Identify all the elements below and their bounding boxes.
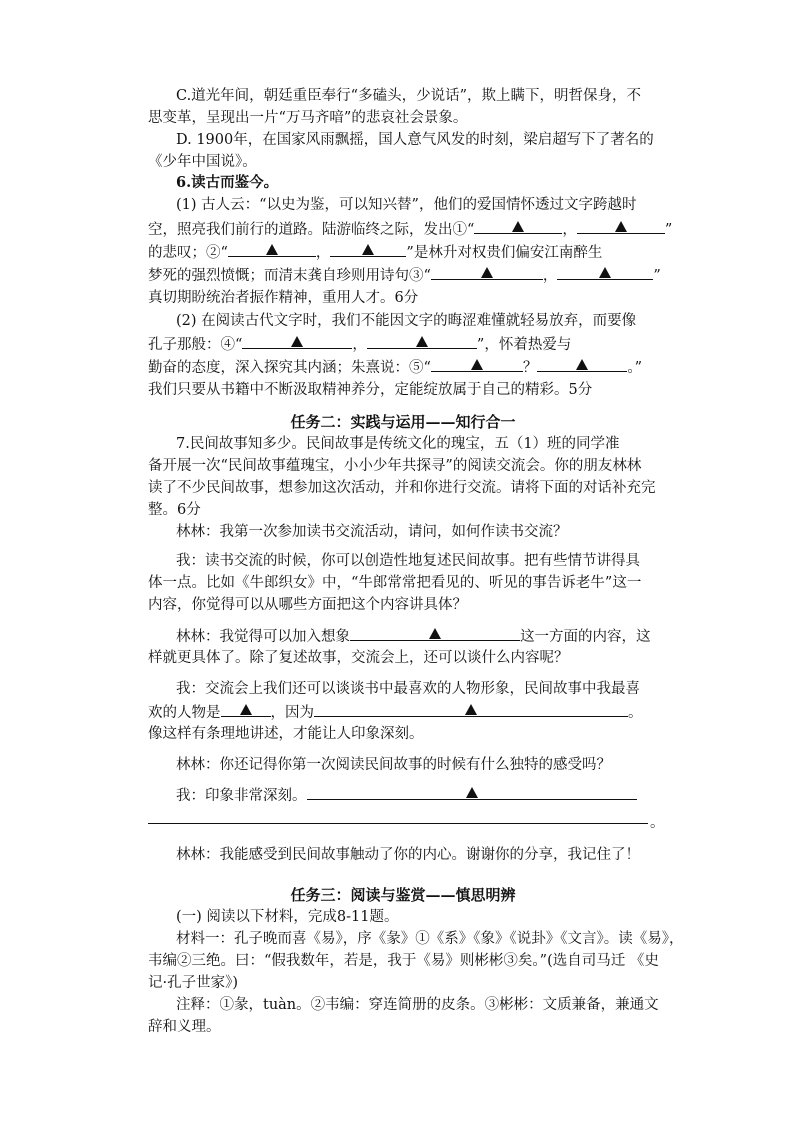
task3-heading: 任务三：阅读与鉴赏——慎思明辨 (290, 886, 516, 904)
comma: ， (542, 268, 558, 284)
answer-blank-feeling[interactable] (307, 785, 637, 800)
answer-blank-4b[interactable] (367, 334, 477, 349)
q7-line-4: 整。6分 (148, 502, 201, 518)
q6-p2-line-2-lead: 孔子那般：④“ (148, 337, 243, 353)
close-quote: 。” (627, 360, 643, 376)
comma: ， (562, 222, 577, 238)
triangle-marker-icon (481, 267, 493, 278)
triangle-marker-icon (466, 787, 478, 798)
answer-blank-1a[interactable] (474, 219, 562, 234)
triangle-marker-icon (465, 704, 477, 715)
close-quote: ” (664, 222, 673, 238)
dialog-4-text: 欢的人物是 (148, 705, 221, 721)
dialog-5: 林林：你还记得你第一次阅读民间故事的时候有什么独特的感受吗？ (176, 757, 611, 773)
triangle-marker-icon (362, 244, 374, 255)
q6-p1-line-4 (148, 265, 661, 286)
triangle-marker-icon (429, 628, 441, 639)
q6-p2-line-2-text: ”，怀着热爱与 (476, 337, 572, 353)
q6-p2-line-4: 我们只要从书籍中不断汲取精神养分，定能绽放属于自己的精彩。5分 (148, 382, 593, 398)
dialog-3-line-1 (148, 626, 658, 647)
material-1-line-1: 材料一：孔子晚而喜《易》，序《彖》①《系》《象》《说卦》《文言》。读《易》， (176, 931, 684, 947)
material-1-line-3: 记·孔子世家》) (148, 975, 239, 991)
q6-p1-line-4-text: 梦死的强烈愤慨；而清末龚自珍则用诗句③“ (148, 268, 431, 284)
triangle-marker-icon (599, 267, 611, 278)
dialog-3-line-2: 样就更具体了。除了复述故事，交流会上，还可以谈什么内容呢？ (148, 650, 569, 666)
q7-line-2: 备开展一次“民间故事蕴瑰宝，小小少年共探寻”的阅读交流会。你的朋友林林 (148, 458, 642, 474)
dialog-4-line-2 (148, 702, 658, 723)
answer-blank-5b[interactable] (537, 357, 627, 372)
triangle-marker-icon (512, 221, 524, 232)
answer-blank-imagination[interactable] (350, 626, 520, 641)
comma: ， (352, 337, 367, 353)
close-quote: ” (653, 268, 661, 284)
q6-p1-line-3-lead: 的悲叹；②“ (148, 245, 228, 261)
triangle-marker-icon (240, 704, 252, 715)
triangle-marker-icon (291, 336, 303, 347)
triangle-marker-icon (576, 359, 588, 370)
dialog-4-line-3: 像这样有条理地讲述，才能让人印象深刻。 (148, 726, 424, 742)
q6-p2-line-3 (148, 357, 658, 378)
material-1-line-2: 韦编②三绝。曰：“假我数年，若是，我于《易》则彬彬③矣。”(选自司马迁 《史 (148, 953, 659, 969)
answer-blank-3a[interactable] (431, 265, 543, 280)
q6-p1-line-5: 真切期盼统治者振作精神，重用人才。6分 (148, 290, 419, 306)
dialog-4-line-1: 我：交流会上我们还可以谈谈书中最喜欢的人物形象，民间故事中我最喜 (176, 681, 640, 697)
option-c-line-1: C.道光年间，朝廷重臣奉行“多磕头，少说话”，欺上瞒下，明哲保身，不 (176, 88, 642, 104)
q6-p1-line-2-text: 空，照亮我们前行的道路。陆游临终之际，发出①“ (148, 222, 475, 238)
dialog-2-line-1: 我：读书交流的时候，你可以创造性地复述民间故事。把有些情节讲得具 (176, 553, 640, 569)
q7-line-1: 7.民间故事知多少。民间故事是传统文化的瑰宝，五（1）班的同学准 (176, 436, 620, 452)
triangle-marker-icon (615, 221, 627, 232)
period: 。 (650, 815, 665, 831)
reading-instruction: (一) 阅读以下材料，完成8-11题。 (176, 909, 399, 925)
answer-line-feeling-continued[interactable] (148, 823, 648, 824)
dialog-7: 林林：我能感受到民间故事触动了你的内心。谢谢你的分享，我记住了！ (176, 847, 640, 863)
dialog-2-line-3: 内容，你觉得可以从哪些方面把这个内容讲具体？ (148, 597, 467, 613)
option-c-line-2: 思变革，呈现出一片“万马齐喑”的悲哀社会景象。 (148, 110, 468, 126)
answer-blank-4a[interactable] (242, 334, 352, 349)
q6-p2-line-2 (148, 334, 658, 355)
q6-p1-line-3-text: ”是林升对权贵们偏安江南醉生 (406, 245, 603, 261)
dialog-4-because: ，因为 (270, 705, 314, 721)
answer-blank-5a[interactable] (431, 357, 523, 372)
q6-p1-line-1: (1) 古人云：“以史为鉴，可以知兴替”，他们的爱国情怀透过文字跨越时 (176, 197, 637, 213)
dialog-6-line-1 (148, 785, 658, 806)
dialog-1: 林林：我第一次参加读书交流活动，请问，如何作读书交流？ (176, 524, 568, 540)
period: 。 (628, 705, 643, 721)
q6-p1-line-3 (148, 242, 658, 263)
comma: ， (315, 245, 331, 261)
notes-line-2: 辞和义理。 (148, 1019, 221, 1035)
q6-p1-line-2 (148, 219, 673, 240)
q6-p2-line-3-text: 勤奋的态度，深入探究其内涵；朱熹说：⑤“ (148, 360, 431, 376)
triangle-marker-icon (471, 359, 483, 370)
option-d-line-1: D. 1900年，在国家风雨飘摇，国人意气风发的时刻，梁启超写下了著名的 (176, 132, 654, 148)
task2-heading: 任务二：实践与运用——知行合一 (290, 413, 516, 431)
answer-blank-character[interactable] (221, 702, 271, 717)
triangle-marker-icon (416, 336, 428, 347)
triangle-marker-icon (266, 244, 278, 255)
q7-line-3: 读了不少民间故事，想参加这次活动，并和你进行交流。请将下面的对话补充完 (148, 480, 656, 496)
option-d-line-2: 《少年中国说》。 (148, 154, 257, 170)
question-mark: ？ (522, 360, 538, 376)
notes-line-1: 注释：①彖，tuàn。②韦编：穿连简册的皮条。③彬彬：文质兼备，兼通文 (176, 997, 659, 1013)
answer-blank-3b[interactable] (557, 265, 653, 280)
q6-title: 6.读古而鉴今。 (176, 174, 279, 191)
answer-blank-2a[interactable] (228, 242, 316, 257)
dialog-3-text: 林林：我觉得可以加入想象 (176, 629, 350, 645)
q6-p2-line-1: (2) 在阅读古代文字时，我们不能因文字的晦涩难懂就轻易放弃，而要像 (176, 313, 637, 329)
answer-blank-reason[interactable] (314, 702, 628, 717)
dialog-3-text-b: 这一方面的内容，这 (520, 629, 651, 645)
dialog-2-line-2: 体一点。比如《牛郎织女》中，“牛郎常常把看见的、听见的事告诉老牛”这一 (148, 575, 642, 591)
answer-blank-2b[interactable] (330, 242, 406, 257)
dialog-6-text: 我：印象非常深刻。 (176, 788, 307, 804)
answer-blank-1b[interactable] (577, 219, 665, 234)
